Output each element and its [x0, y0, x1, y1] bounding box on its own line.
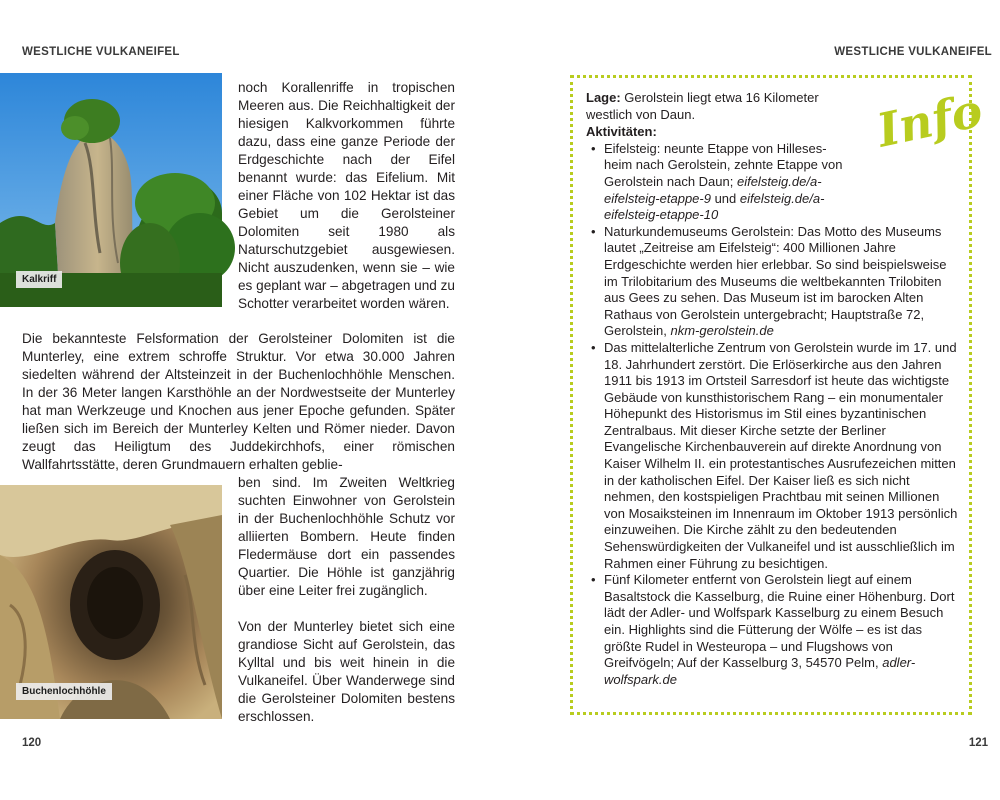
page-number-left: 120 — [22, 737, 42, 749]
paragraph-weltkrieg: ben sind. Im Zweiten Weltkrieg suchten Einwohner von Gerolstein in der Buchenlochhöhle Schutz vor alliierten Bombern. Heute finden Fledermäuse dort ein passendes Quartier. Die Höhle ist ganzjährig über eine Leiter frei zugänglich. — [238, 475, 455, 598]
info-lage — [586, 90, 856, 123]
text-column-top — [238, 79, 455, 313]
text-column-bottom — [238, 474, 455, 726]
museum-link[interactable]: nkm-gerolstein.de — [670, 323, 774, 339]
activity-list — [586, 141, 958, 689]
paragraph-eifelium: noch Korallenriffe in tropischen Meeren aus. Die Reichhaltigkeit der hiesigen Kalkvorkommen führte dazu, dass eine ganze Periode der Erdgeschichte nach der Eifel benannt wurde: das Eifelium. Mit einer Fläche von 102 Hektar ist das Gebiet um die Gerolsteiner Dolomiten seit 1980 als Naturschutzgebiet ausgewiesen. Nicht auszudenken, wenn sie – wie es geplant war – abgetragen und zu Schotter verarbeitet worden wären. — [238, 80, 455, 311]
aktivitaeten-label: Aktivitäten: — [586, 124, 657, 140]
running-header-left: WESTLICHE VULKANEIFEL — [22, 46, 180, 58]
list-item-kasselburg — [586, 572, 958, 688]
eifelsteig-and: und — [710, 190, 740, 206]
list-item-museum — [586, 224, 958, 340]
page-number-right: 121 — [968, 737, 988, 749]
zentrum-text: Das mittelalterliche Zentrum von Gerolstein wurde im 17. und 18. Jahrhundert zerstört. Die Erlöserkirche aus den Jahren 1911 bis 1913 im Ortsteil Sarresdorf ist heute das wichtigste Gebäude von kunsthistorischem Rang – ein monumentaler Höhepunkt des Historismus im Stil eines byzantinischen Zentralbaus. Mit dieser Kirche setzte der Berliner Evangelische Kirchenbauverein auf direkte Anordnung von Kaiser Wilhelm II. ein protestantisches Ausrufezeichen mitten in der katholischen Eifel. Der Kaiser ließ es sich nicht nehmen, den kostspieligen Prachtbau mit seinen Millionen von Mosaiksteinen im Innenraum im Oktober 1913 persönlich einzuweihen. Die Kirche zählt zu den bedeutenden Sehenswürdigkeiten der Vulkaneifel und ist ausschließlich im Rahmen einer Führung zu besichtigen. — [604, 339, 958, 571]
list-item-zentrum — [586, 340, 958, 572]
paragraph-munterley: Die bekannteste Felsformation der Gerolsteiner Dolomiten ist die Munterley, eine extrem schroffe Struktur. Vor etwa 30.000 Jahren siedelten während der Altsteinzeit in der Buchenlochhöhle Menschen. In der 36 Meter langen Karsthöhle an der Nordwestseite der Munterley hat man Werkzeuge und Knochen aus jener Epoche gefunden. Später ließen sich im Bereich der Munterley Kelten und Römer nieder. Davon zeugt das Heiligtum des Juddekirchhofs, einer römischen Wallfahrtsstätte, deren Grundmauern erhalten geblie- — [22, 331, 455, 472]
kasselburg-text: Fünf Kilometer entfernt von Gerolstein liegt auf einem Basaltstock die Kasselburg, die Ruine einer Höhenburg. Dort lädt der Adler- und Wolfspark Kasselburg zu einem Besuch ein. Highlights sind die Fütterung der Wölfe – es ist das größte Rudel in Westeuropa – und Flugshows von Greifvögeln; Auf der Kasselburg 3, 54570 Pelm, — [604, 572, 955, 671]
lage-text: Gerolstein liegt etwa 16 Kilometer westlich von Daun. — [586, 90, 819, 122]
eifelsteig-link-9[interactable]: eifelsteig.de/a-eifelsteig-etappe-9 — [604, 173, 822, 206]
lage-label: Lage: — [586, 90, 621, 105]
list-item-eifelsteig — [586, 141, 844, 224]
text-full-width — [22, 330, 455, 474]
eifelsteig-link-10[interactable]: eifelsteig.de/a-eifelsteig-etappe-10 — [604, 190, 825, 223]
museum-text: Naturkundemuseums Gerolstein: Das Motto des Museums lautet „Zeitreise am Eifelsteig“: 400 Millionen Jahre Erdgeschichte werden hier erlebbar. So sind beispielsweise im Trilobitarium des Museums die weltbekannten Trilobiten aus Gees zu sehen. Das Museum ist im barocken Alten Rathaus von Gerolstein untergebracht; Hauptstraße 72, Gerolstein, — [604, 223, 947, 339]
caption-buchenlochhoehle: Buchenlochhöhle — [16, 683, 112, 700]
running-header-right: WESTLICHE VULKANEIFEL — [834, 46, 992, 58]
caption-kalkriff: Kalkriff — [16, 271, 62, 288]
info-logo-text: Info — [872, 82, 987, 158]
paragraph-sicht: Von der Munterley bietet sich eine grandiose Sicht auf Gerolstein, das Kylltal und bis weit hinein in die Vulkaneifel. Über Wanderwege sind die Gerolsteiner Dolomiten bestens erschlossen. — [238, 619, 455, 724]
eifelsteig-text: Eifelsteig: neunte Etappe von Hilleses-heim nach Gerolstein, zehnte Etappe von Gerolstein nach Daun; — [604, 140, 843, 189]
info-box-content — [586, 90, 958, 688]
kasselburg-link[interactable]: adler-wolfspark.de — [604, 655, 916, 687]
